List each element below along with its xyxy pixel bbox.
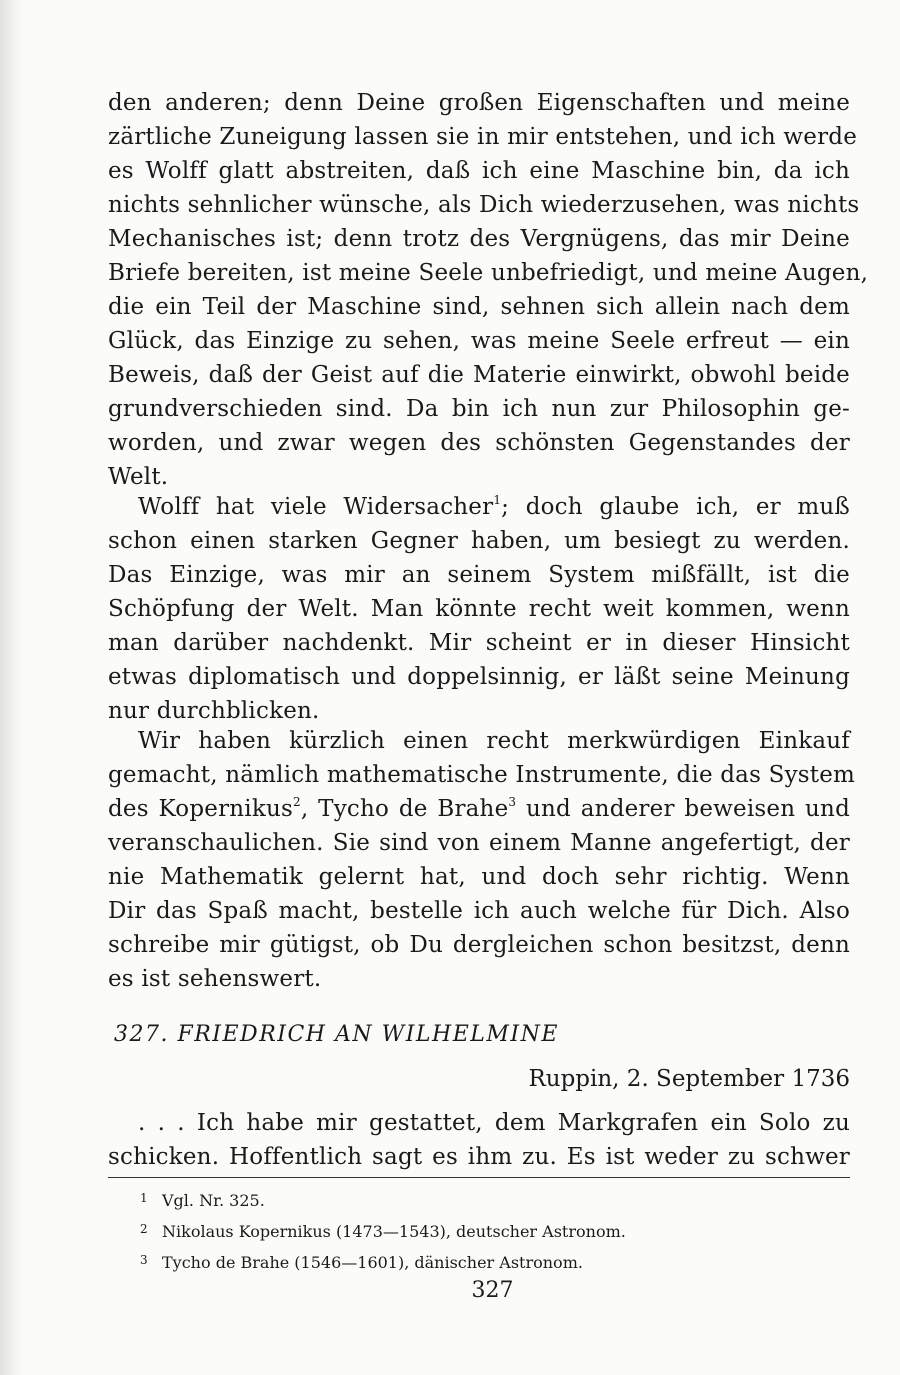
- paragraph-3: [108, 724, 856, 996]
- paragraph-1: [108, 86, 869, 494]
- footnotes: [140, 1184, 626, 1277]
- footnote-text: Tycho de Brahe (1546—1601), dänischer Astronom.: [162, 1253, 583, 1272]
- text-run: , Tycho de Brahe: [300, 796, 509, 822]
- text-line: Wir haben kürzlich einen recht merkwürdigen Einkauf: [138, 728, 850, 754]
- page-number: 327: [471, 1278, 514, 1303]
- text-line: etwas diplomatisch und doppelsinnig, er läßt seine Meinung: [108, 664, 850, 690]
- text-run: Wolff hat viele Widersacher: [138, 494, 494, 520]
- text-line: worden, und zwar wegen des schönsten Gegenstandes der: [108, 430, 850, 456]
- text-line: Schöpfung der Welt. Man könnte recht weit kommen, wenn: [108, 596, 850, 622]
- text-line: grundverschieden sind. Da bin ich nun zur Philosophin ge-: [108, 396, 850, 422]
- dateline: Ruppin, 2. September 1736: [528, 1066, 850, 1092]
- footnote-marker: 3: [508, 795, 517, 809]
- footnote-divider: [108, 1177, 850, 1178]
- binding-shadow: [0, 0, 22, 1375]
- footnote-text: Nikolaus Kopernikus (1473—1543), deutscher Astronom.: [162, 1222, 626, 1241]
- text-run: ; doch glaube ich, er muß: [501, 494, 850, 520]
- letter-heading: 327. FRIEDRICH AN WILHELMINE: [114, 1022, 559, 1047]
- letter-body: [108, 1106, 850, 1174]
- text-line: . . . Ich habe mir gestattet, dem Markgrafen ein Solo zu: [138, 1110, 850, 1136]
- footnote-number: 3: [140, 1253, 148, 1267]
- text-line: veranschaulichen. Sie sind von einem Manne angefertigt, der: [108, 830, 850, 856]
- footnote: [140, 1215, 626, 1246]
- text-line: es ist sehenswert.: [108, 966, 322, 992]
- text-line: Glück, das Einzige zu sehen, was meine Seele erfreut — ein: [108, 328, 850, 354]
- footnote-marker: 2: [293, 795, 301, 809]
- text-line: schon einen starken Gegner haben, um besiegt zu werden.: [108, 528, 850, 554]
- footnote-number: 2: [140, 1222, 148, 1236]
- text-line: gemacht, nämlich mathematische Instrumente, die das System: [108, 762, 856, 788]
- text-line: Beweis, daß der Geist auf die Materie einwirkt, obwohl beide: [108, 362, 850, 388]
- text-line: schreibe mir gütigst, ob Du dergleichen schon besitzst, denn: [108, 932, 850, 958]
- text-line: zärtliche Zuneigung lassen sie in mir entstehen, und ich werde: [108, 124, 858, 150]
- text-line: Dir das Spaß macht, bestelle ich auch welche für Dich. Also: [108, 898, 850, 924]
- text-line: nichts sehnlicher wünsche, als Dich wiederzusehen, was nichts: [108, 192, 860, 218]
- text-line: Das Einzige, was mir an seinem System mißfällt, ist die: [108, 562, 850, 588]
- text-line: schicken. Hoffentlich sagt es ihm zu. Es ist weder zu schwer: [108, 1144, 850, 1170]
- text-line: den anderen; denn Deine großen Eigenschaften und meine: [108, 90, 850, 116]
- footnote-marker: 1: [493, 493, 502, 507]
- text-line: man darüber nachdenkt. Mir scheint er in dieser Hinsicht: [108, 630, 850, 656]
- text-line: Mechanisches ist; denn trotz des Vergnügens, das mir Deine: [108, 226, 850, 252]
- footnote-number: 1: [140, 1191, 148, 1205]
- text-line: [108, 490, 850, 524]
- text-line: [108, 792, 850, 826]
- text-line: es Wolff glatt abstreiten, daß ich eine Maschine bin, da ich: [108, 158, 850, 184]
- footnote-text: Vgl. Nr. 325.: [162, 1191, 265, 1210]
- footnote: [140, 1184, 626, 1215]
- paragraph-2: [108, 490, 850, 728]
- text-line: Welt.: [108, 464, 169, 490]
- text-line: nie Mathematik gelernt hat, und doch sehr richtig. Wenn: [108, 864, 850, 890]
- text-line: nur durchblicken.: [108, 698, 320, 724]
- text-line: die ein Teil der Maschine sind, sehnen sich allein nach dem: [108, 294, 850, 320]
- text-run: des Kopernikus: [108, 796, 293, 822]
- footnote: [140, 1246, 626, 1277]
- text-run: und anderer beweisen und: [516, 796, 850, 822]
- text-line: Briefe bereiten, ist meine Seele unbefriedigt, und meine Augen,: [108, 260, 869, 286]
